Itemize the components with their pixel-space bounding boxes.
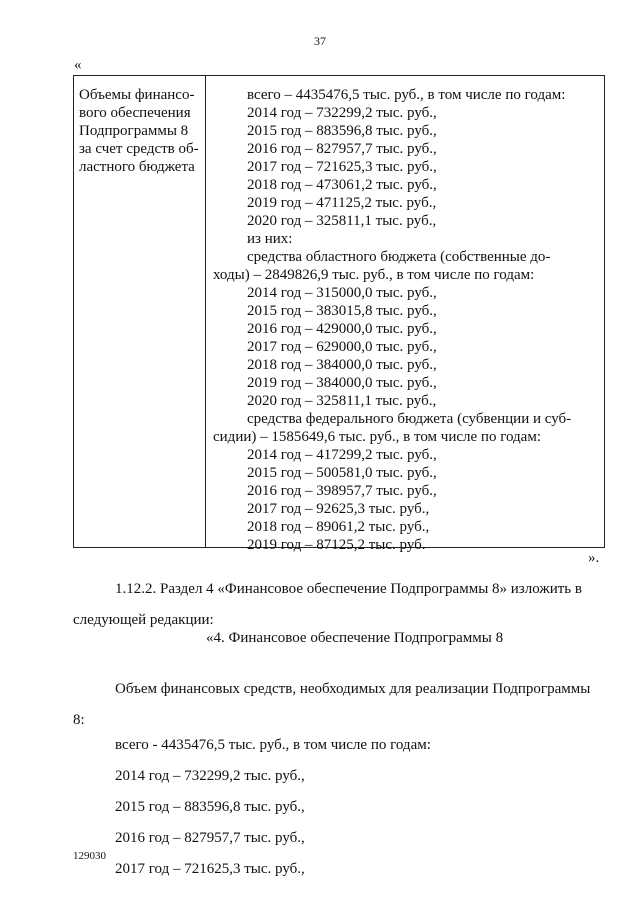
volume-paragraph [73,674,610,736]
right-cell-line: 2017 год – 92625,3 тыс. руб., [247,501,430,517]
page-number: 37 [314,34,326,48]
right-cell-line: 2018 год – 473061,2 тыс. руб., [247,177,437,193]
amendment-paragraph [73,574,610,636]
right-cell-line: 2019 год – 384000,0 тыс. руб., [247,375,437,391]
volume-line-2: 8: [73,712,85,728]
right-cell-line: средства федерального бюджета (субвенции и суб- [247,411,572,427]
closing-quote: ». [588,550,600,566]
right-cell-line: сидии) – 1585649,6 тыс. руб., в том числе по годам: [213,429,541,445]
right-cell-line: из них: [247,231,293,247]
opening-quote: « [74,57,82,73]
volume-line-1: Объем финансовых средств, необходимых для реализации Подпрограммы [115,681,591,697]
right-cell-line: 2018 год – 384000,0 тыс. руб., [247,357,437,373]
year-list-line: 2014 год – 732299,2 тыс. руб., [115,768,305,784]
year-list-line: 2017 год – 721625,3 тыс. руб., [115,861,305,877]
document-code: 129030 [73,850,106,862]
right-cell-line: 2017 год – 721625,3 тыс. руб., [247,159,437,175]
year-list-line: всего - 4435476,5 тыс. руб., в том числе по годам: [115,737,431,753]
left-cell-line: Объемы финансо- [79,87,195,103]
right-cell-line: 2014 год – 732299,2 тыс. руб., [247,105,437,121]
financing-table [73,75,605,553]
year-list-line: 2015 год – 883596,8 тыс. руб., [115,799,305,815]
right-cell-line: 2014 год – 315000,0 тыс. руб., [247,285,437,301]
right-cell-line: 2014 год – 417299,2 тыс. руб., [247,447,437,463]
table-left-cell [79,86,201,176]
right-cell-line: 2015 год – 383015,8 тыс. руб., [247,303,437,319]
year-list-line: 2016 год – 827957,7 тыс. руб., [115,830,305,846]
right-cell-line: 2018 год – 89061,2 тыс. руб., [247,519,430,535]
right-cell-line: 2016 год – 429000,0 тыс. руб., [247,321,437,337]
amendment-line-1: 1.12.2. Раздел 4 «Финансовое обеспечение Подпрограммы 8» изложить в [115,581,582,597]
right-cell-line: 2016 год – 827957,7 тыс. руб., [247,141,437,157]
right-cell-line: 2015 год – 500581,0 тыс. руб., [247,465,437,481]
table-divider [205,76,206,547]
left-cell-line: Подпрограммы 8 [79,123,189,139]
right-cell-line: всего – 4435476,5 тыс. руб., в том числе по годам: [247,87,566,103]
right-cell-line: 2019 год – 471125,2 тыс. руб., [247,195,437,211]
right-cell-line: 2020 год – 325811,1 тыс. руб., [247,393,437,409]
left-cell-line: за счет средств об- [79,141,199,157]
right-cell-line: 2017 год – 629000,0 тыс. руб., [247,339,437,355]
right-cell-line: средства областного бюджета (собственные до- [247,249,551,265]
year-list [115,730,431,885]
left-cell-line: ластного бюджета [79,159,195,175]
amendment-line-2: следующей редакции: [73,612,214,628]
right-cell-line: 2015 год – 883596,8 тыс. руб., [247,123,437,139]
section-heading: «4. Финансовое обеспечение Подпрограммы 8 [206,630,504,646]
right-cell-line: 2016 год – 398957,7 тыс. руб., [247,483,437,499]
right-cell-line: ходы) – 2849826,9 тыс. руб., в том числе по годам: [213,267,535,283]
right-cell-line: 2019 год – 87125,2 тыс. руб. [247,537,426,553]
right-cell-line: 2020 год – 325811,1 тыс. руб., [247,213,437,229]
left-cell-line: вого обеспечения [79,105,191,121]
table-right-cell [213,86,601,554]
